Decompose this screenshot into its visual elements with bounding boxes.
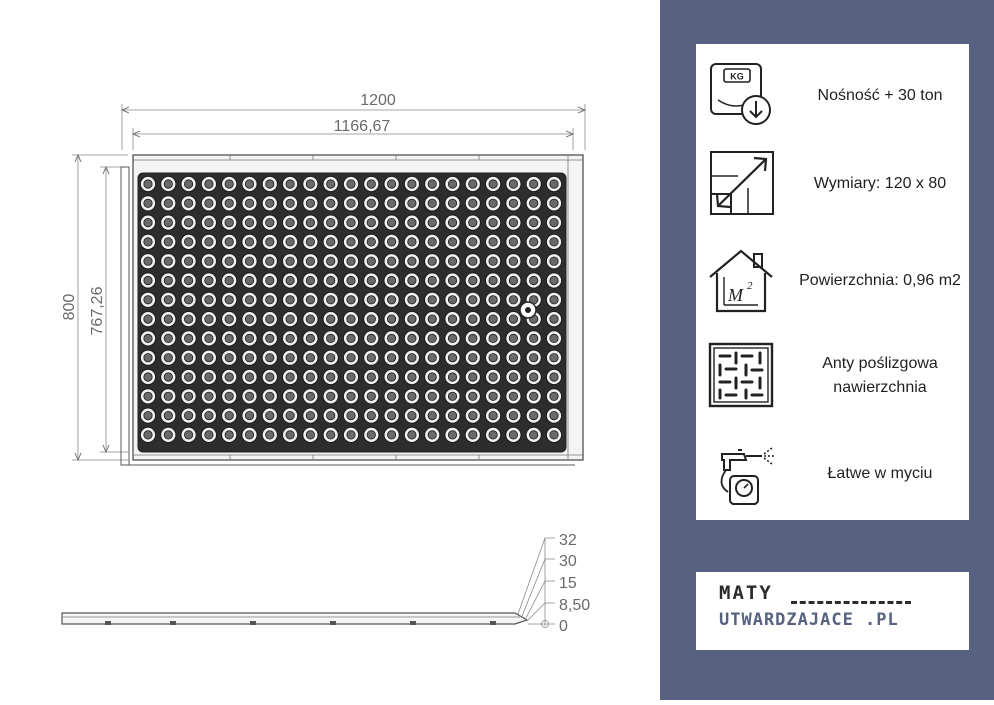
weight-scale-icon <box>708 62 776 130</box>
pressure-washer-icon <box>708 440 776 508</box>
anti-slip-pattern-icon <box>708 342 776 410</box>
logo-text-domain: UTWARDZAJACE .PL <box>719 610 899 630</box>
feature-label: Wymiary: 120 x 80 <box>813 175 947 192</box>
profile-height-30: 30 <box>559 553 577 570</box>
mat-profile <box>62 613 527 624</box>
logo-text-maty: MATY <box>719 582 773 604</box>
dimensions-arrows-icon <box>708 150 776 218</box>
profile-height-8-50: 8,50 <box>559 597 591 614</box>
feature-label: Nośność + 30 ton <box>817 87 943 104</box>
feature-area <box>696 247 969 327</box>
svg-text:2: 2 <box>747 280 753 292</box>
svg-text:KG: KG <box>730 71 744 82</box>
house-area-m2-icon <box>708 247 776 315</box>
profile-height-0: 0 <box>559 618 568 635</box>
dim-width-total: 1200 <box>360 92 396 109</box>
profile-height-32: 32 <box>559 532 577 549</box>
feature-label: Łatwe w myciu <box>827 465 933 482</box>
logo-dash-line <box>791 601 911 604</box>
svg-text:M: M <box>728 285 743 305</box>
brand-logo <box>696 572 969 650</box>
feature-dimensions <box>696 150 969 230</box>
profile-height-15: 15 <box>559 575 577 592</box>
feature-load-capacity <box>696 62 969 142</box>
features-panel <box>696 44 969 520</box>
dim-height-inner: 767,26 <box>89 286 106 336</box>
sidebar <box>660 0 994 700</box>
feature-label: Powierzchnia: 0,96 m2 <box>799 272 961 289</box>
dim-height-total: 800 <box>61 293 78 321</box>
feature-anti-slip <box>696 342 969 422</box>
feature-label: Anty poślizgowa nawierzchnia <box>822 355 938 396</box>
dim-width-inner: 1166,67 <box>333 118 391 135</box>
feature-easy-cleaning <box>696 440 969 520</box>
